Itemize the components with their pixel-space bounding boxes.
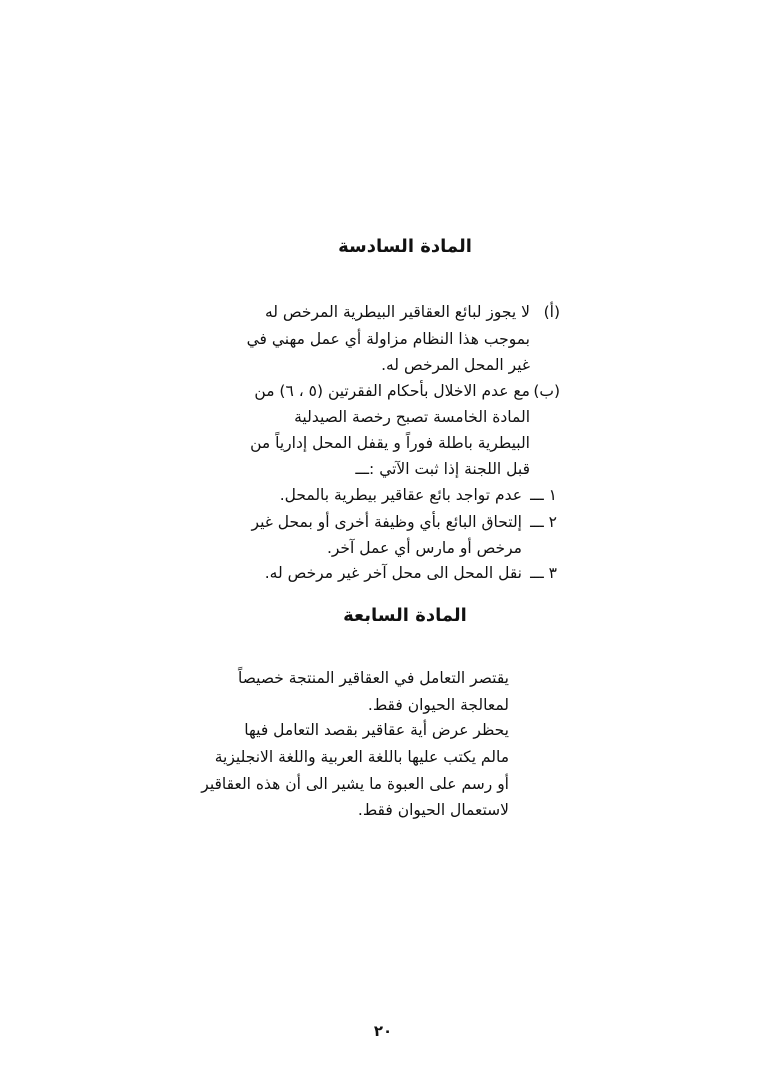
subitem-3-line-1: نقل المحل الى محل آخر غير مرخص له.	[264, 564, 522, 582]
subitem-2-marker: ٢ ـــ	[530, 513, 557, 531]
subitem-1-line-1: عدم تواجد بائع عقاقير بيطرية بالمحل.	[279, 486, 522, 504]
article-7-paragraph-2-line-2: مالم يكتب عليها باللغة العربية واللغة الانجليزية	[214, 748, 509, 766]
item-b-line-3: البيطرية باطلة فوراً و يقفل المحل إدارياً من	[250, 434, 530, 452]
page-number: ٢٠	[373, 1022, 393, 1040]
item-a-line-1: لا يجوز لبائع العقاقير البيطرية المرخص له	[264, 303, 530, 321]
subitem-2-line-2: مرخص أو مارس أي عمل آخر.	[326, 539, 522, 557]
subitem-3-marker: ٣ ـــ	[530, 564, 557, 582]
item-a-marker: (أ)	[543, 303, 560, 321]
subitem-1-marker: ١ ـــ	[530, 486, 557, 504]
subitem-2-line-1: إلتحاق البائع بأي وظيفة أخرى أو بمحل غير	[251, 513, 522, 531]
item-b-line-1: مع عدم الاخلال بأحكام الفقرتين (٥ ، ٦) من	[254, 382, 530, 400]
item-a-line-3: غير المحل المرخص له.	[381, 356, 530, 374]
article-7-paragraph-1-line-2: لمعالجة الحيوان فقط.	[367, 696, 509, 714]
item-b-line-4: قبل اللجنة إذا ثبت الآتي :ـــ	[355, 460, 530, 478]
article-7-paragraph-1-line-1: يقتصر التعامل في العقاقير المنتجة خصيصاً	[238, 669, 509, 687]
item-b-marker: (ب)	[533, 382, 560, 400]
article-7-paragraph-2-line-4: لاستعمال الحيوان فقط.	[357, 801, 509, 819]
article-7-paragraph-2-line-1: يحظر عرض أية عقاقير بقصد التعامل فيها	[244, 721, 509, 739]
article-7-title: المادة السابعة	[343, 605, 467, 626]
article-7-paragraph-2-line-3: أو رسم على العبوة ما يشير الى أن هذه العقاقير	[201, 775, 509, 793]
item-a-line-2: بموجب هذا النظام مزاولة أي عمل مهني في	[246, 330, 530, 348]
article-6-title: المادة السادسة	[338, 236, 472, 257]
item-b-line-2: المادة الخامسة تصبح رخصة الصيدلية	[294, 408, 530, 426]
